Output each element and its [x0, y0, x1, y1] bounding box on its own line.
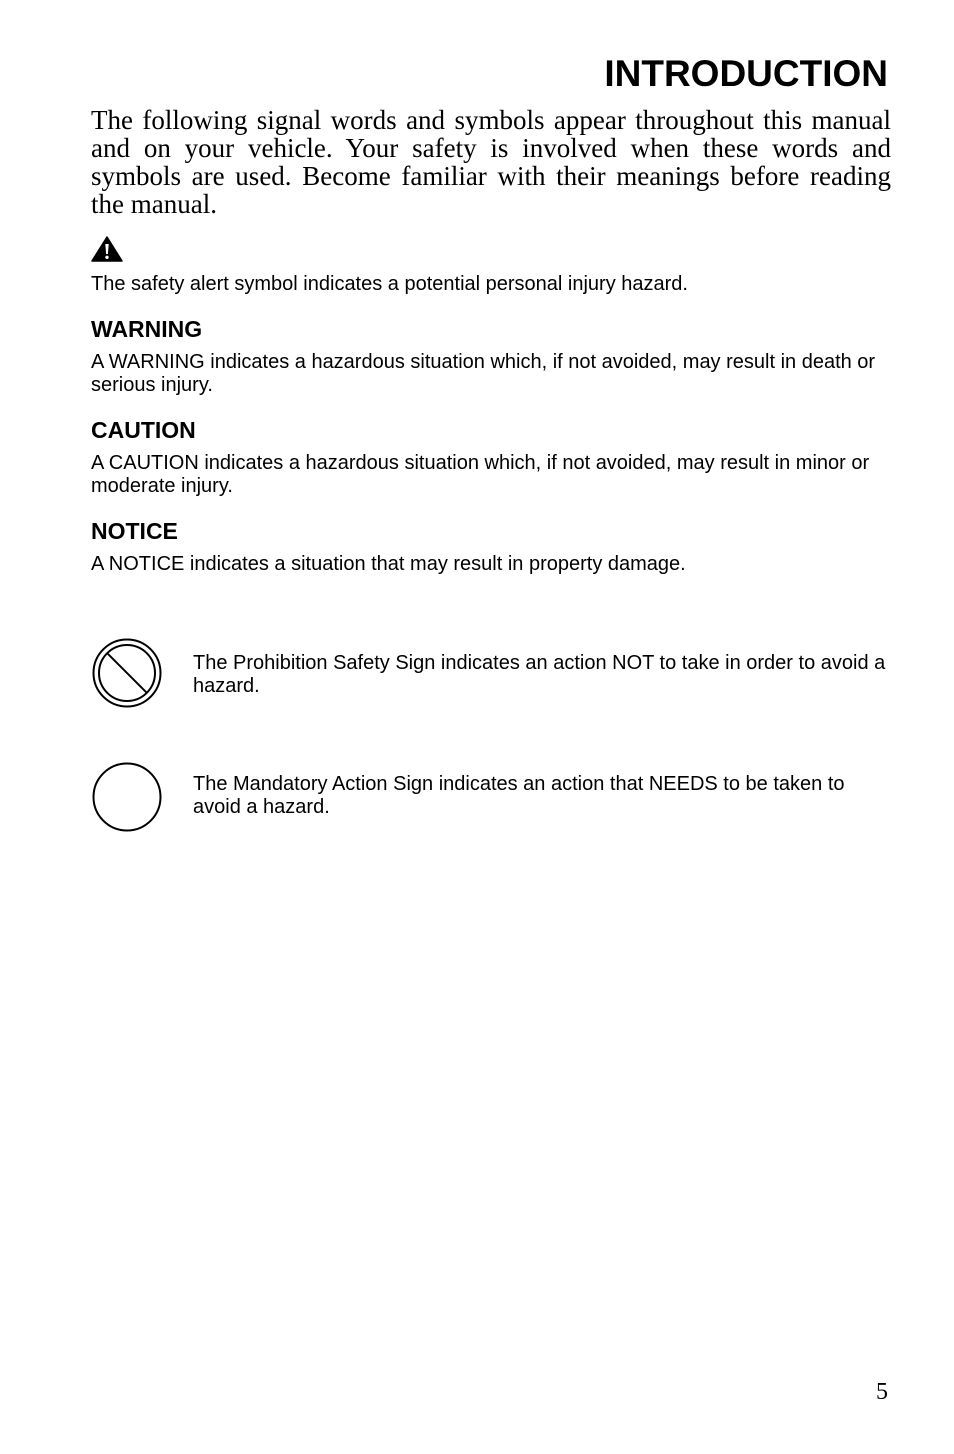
caution-description: A CAUTION indicates a hazardous situation which, if not avoided, may result in minor or moderate injury. — [91, 452, 870, 497]
intro-paragraph: The following signal words and symbols appear throughout this manual and on your vehicle. Your safety is involved when these words and symbols are used. Become familiar with their meanings before reading the manual. — [91, 105, 891, 219]
mandatory-action-sign-description: The Mandatory Action Sign indicates an action that NEEDS to be taken to avoid a hazard. — [193, 773, 845, 818]
notice-heading: NOTICE — [91, 518, 178, 544]
prohibition-sign-description: The Prohibition Safety Sign indicates an action NOT to take in order to avoid a hazard. — [193, 652, 886, 697]
notice-description: A NOTICE indicates a situation that may result in property damage. — [91, 553, 686, 575]
warning-triangle-icon — [91, 236, 123, 262]
mandatory-action-sign-icon — [91, 761, 163, 833]
warning-description: A WARNING indicates a hazardous situation which, if not avoided, may result in death or serious injury. — [91, 351, 876, 396]
page-number: 5 — [876, 1379, 888, 1405]
safety-alert-description: The safety alert symbol indicates a potential personal injury hazard. — [91, 273, 688, 295]
prohibition-sign-icon — [91, 637, 163, 709]
caution-heading: CAUTION — [91, 417, 196, 443]
warning-heading: WARNING — [91, 316, 203, 342]
page-title: INTRODUCTION — [604, 53, 888, 94]
